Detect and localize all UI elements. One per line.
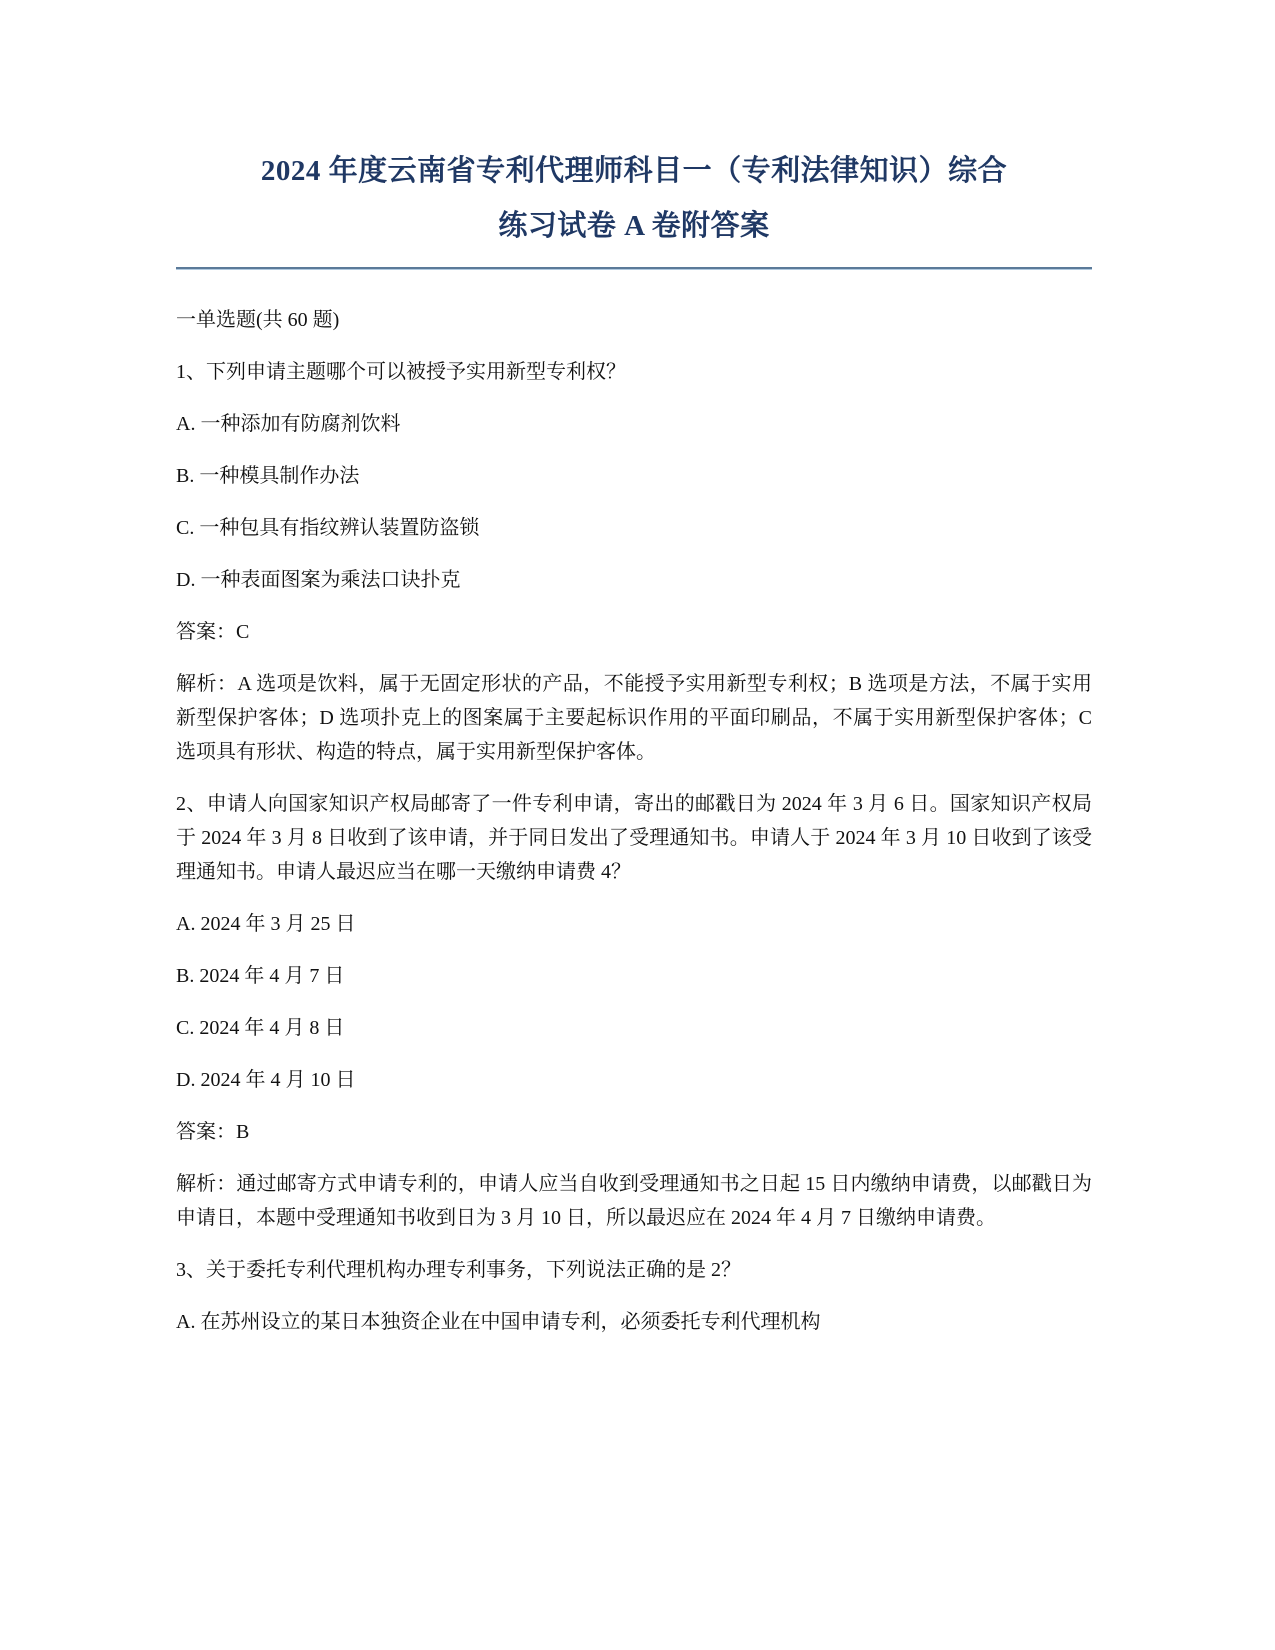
question-1-option-c: C. 一种包具有指纹辨认装置防盗锁 [176,517,480,539]
question-2-option-d: D. 2024 年 4 月 10 日 [176,1069,356,1091]
section-header: 一单选题(共 60 题) [176,309,340,331]
question-2-analysis: 解析：通过邮寄方式申请专利的，申请人应当自收到受理通知书之日起 15 日内缴纳申请费，以邮戳日为申请日，本题中受理通知书收到日为 3 月 10 日，所以最迟应在 2024 年 4 月 7 日缴纳申请费。 [176,1173,1092,1229]
question-1-option-b: B. 一种模具制作办法 [176,465,360,487]
page-content [176,0,1092,1339]
question-3-stem: 3、关于委托专利代理机构办理专利事务，下列说法正确的是 2？ [176,1259,741,1281]
question-2-option-a: A. 2024 年 3 月 25 日 [176,913,356,935]
question-3-option-a: A. 在苏州设立的某日本独资企业在中国申请专利，必须委托专利代理机构 [176,1311,821,1333]
page-title-line-2: 练习试卷 A 卷附答案 [498,210,770,242]
question-2-stem: 2、申请人向国家知识产权局邮寄了一件专利申请，寄出的邮戳日为 2024 年 3 月 6 日。国家知识产权局于 2024 年 3 月 8 日收到了该申请，并于同日发出了受理通知书。申请人于 2024 年 3 月 10 日收到了该受理通知书。申请人最迟应当在哪一天缴纳申请费 4？ [176,793,1092,883]
question-1-option-a: A. 一种添加有防腐剂饮料 [176,413,401,435]
question-1-answer: 答案：C [176,621,250,643]
question-1-stem: 1、下列申请主题哪个可以被授予实用新型专利权？ [176,361,626,383]
question-1-option-d: D. 一种表面图案为乘法口诀扑克 [176,569,461,591]
page-title-line-1: 2024 年度云南省专利代理师科目一（专利法律知识）综合 [260,155,1008,187]
question-2-option-b: B. 2024 年 4 月 7 日 [176,965,345,987]
document-header [176,144,1092,269]
question-2-answer: 答案：B [176,1121,250,1143]
page-title [176,144,1092,254]
document-body [176,269,1092,1339]
question-block-3 [176,1253,1092,1339]
question-1-analysis: 解析：A 选项是饮料，属于无固定形状的产品，不能授予实用新型专利权；B 选项是方法，不属于实用新型保护客体；D 选项扑克上的图案属于主要起标识作用的平面印刷品，不属于实用新型保护客体；C 选项具有形状、构造的特点，属于实用新型保护客体。 [176,673,1092,763]
question-2-option-c: C. 2024 年 4 月 8 日 [176,1017,345,1039]
question-block-1 [176,355,1092,769]
question-block-2 [176,787,1092,1235]
